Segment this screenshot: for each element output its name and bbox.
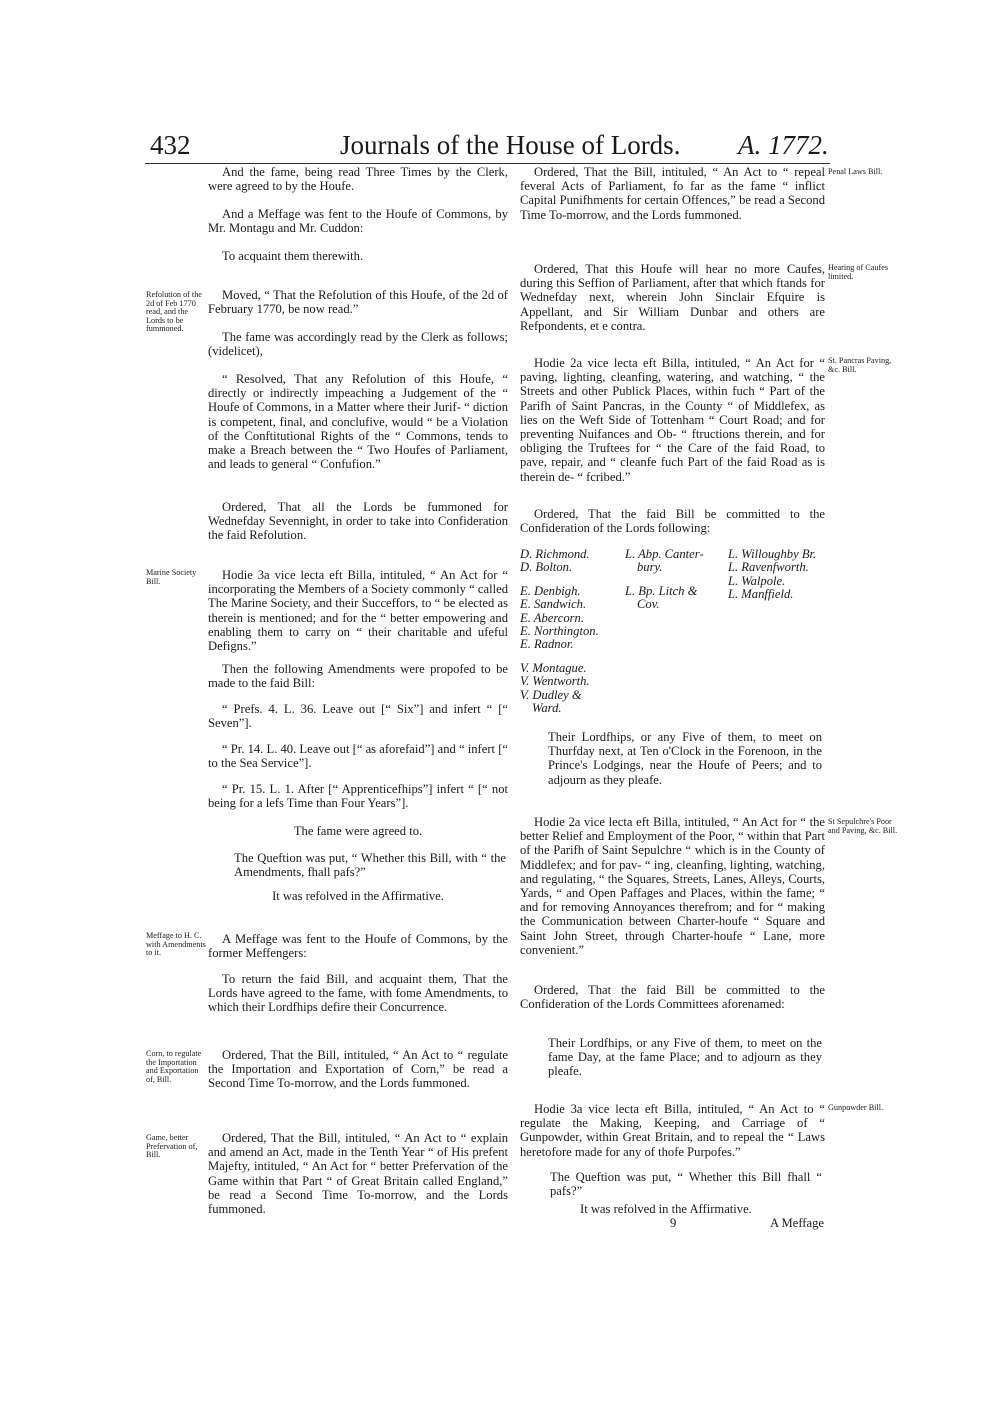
paragraph: To acquaint them therewith. — [222, 249, 364, 263]
paragraph: Hodie 3a vice lecta eft Billa, intituled, “ An Act for “ incorporating the Members of a Society commonly “ called The Marine Society, and their Succeffors, to “ be elected as therein is mentioned; and for the “ better empowering and enabling them to carry on “ their charitable and ufeful Defigns.” — [208, 568, 508, 654]
page-number: 432 — [150, 130, 191, 160]
right-column — [520, 165, 825, 222]
lord-name: V. Wentworth. — [520, 674, 590, 689]
lord-name: L. Bp. Litch & — [625, 583, 698, 598]
catchword: A Meffage — [770, 1216, 824, 1230]
paragraph: Their Lordfhips, or any Five of them, to meet on the fame Day, at the fame Place; and to adjourn as they pleafe. — [548, 1036, 822, 1079]
lords-list-col3 — [728, 548, 828, 602]
margin-note: St Sepulchre's Poor and Paving, &c. Bill. — [828, 817, 898, 835]
lord-name: D. Bolton. — [520, 560, 573, 575]
page-title: Journals of the House of Lords. — [340, 130, 681, 160]
paragraph: And the fame, being read Three Times by the Clerk, were agreed to by the Houfe. — [208, 165, 508, 194]
paragraph: The Queftion was put, “ Whether this Bill, with “ the Amendments, fhall pafs?” — [234, 851, 506, 880]
amendment: “ Prefs. 4. L. 36. Leave out [“ Six”] and infert “ [“ Seven”]. — [208, 702, 508, 731]
paragraph: Ordered, That all the Lords be fummoned for Wednefday Sevennight, in order to take into Confideration the faid Refolution. — [208, 500, 508, 543]
lord-name: L. Manffield. — [728, 587, 794, 602]
amendment: “ Pr. 15. L. 1. After [“ Apprenticefhips”] infert “ [“ not being for a lefs Time than Four Years”]. — [208, 782, 508, 811]
paragraph: Hodie 2a vice lecta eft Billa, intituled, “ An Act for “ the better Relief and Employment of the Poor, “ within that Part of the Parifh of Saint Sepulchre “ which is in the County of Middlefex; and for pav- “ ing, cleanfing, lighting, watching, and regulating, “ the Squares, Streets, Lanes, Alleys, Courts, Yards, “ and Open Paffages and Places, within the fame; “ and for removing Annoyances therefrom; and for “ making the Communication between Charter-houfe “ Square and Saint John Street, through Charter-houfe “ Lane, more convenient.” — [520, 815, 825, 957]
lord-name: D. Richmond. — [520, 547, 590, 561]
paragraph: Ordered, That the faid Bill be committed to the Confideration of the Lords Committees aforenamed: — [520, 983, 825, 1012]
lord-name: L. Walpole. — [728, 573, 786, 588]
paragraph: Ordered, That the Bill, intituled, “ An Act to “ repeal feveral Acts of Parliament, fo far as the fame “ inflict Capital Punifhments for certain Offences,” be read a Second Time To-morrow, and the Lords fummoned. — [520, 165, 825, 222]
paragraph: The fame was accordingly read by the Clerk as follows; (videlicet), — [208, 330, 508, 359]
lord-name: E. Sandwich. — [520, 597, 587, 612]
signature-mark: 9 — [670, 1216, 677, 1230]
lord-name: V. Dudley & — [520, 687, 582, 702]
paragraph: Ordered, That the Bill, intituled, “ An Act to “ regulate the Importation and Exportation of Corn,” be read a Second Time To-morrow, and the Lords fummoned. — [208, 1048, 508, 1091]
lord-name: E. Radnor. — [520, 637, 574, 652]
header-rule — [145, 163, 830, 164]
paragraph: It was refolved in the Affirmative. — [580, 1202, 752, 1216]
lord-name: V. Montague. — [520, 660, 587, 675]
margin-note: Game, better Prefervation of, Bill. — [146, 1133, 198, 1160]
page-year: A. 1772. — [738, 130, 829, 160]
margin-note: St. Pancras Paving, &c. Bill. — [828, 356, 892, 374]
paragraph: Their Lordfhips, or any Five of them, to meet on Thurfday next, at Ten o'Clock in the Forenoon, in the Prince's Lodgings, near the Houfe of Peers; and to adjourn as they pleafe. — [548, 730, 822, 787]
paragraph: It was refolved in the Affirmative. — [272, 889, 444, 903]
paragraph: The Queftion was put, “ Whether this Bill fhall “ pafs?” — [550, 1170, 822, 1199]
paragraph: And a Meffage was fent to the Houfe of Commons, by Mr. Montagu and Mr. Cuddon: — [208, 207, 508, 236]
lord-name: Ward. — [532, 701, 562, 716]
lord-name: L. Willoughby Br. — [728, 547, 817, 561]
lord-name: L. Abp. Canter- — [625, 547, 704, 561]
lords-list-col2 — [625, 548, 725, 612]
left-column — [208, 165, 508, 193]
margin-note: Gunpowder Bill. — [828, 1103, 884, 1112]
lord-name: Cov. — [637, 597, 660, 612]
margin-note: Refolution of the 2d of Feb 1770 read, and the Lords to be fummoned. — [146, 290, 202, 334]
paragraph: Moved, “ That the Refolution of this Houfe, of the 2d of February 1770, be now read.” — [208, 288, 508, 317]
margin-note: Meffage to H. C. with Amendments to it. — [146, 931, 206, 958]
paragraph: Ordered, That the faid Bill be committed to the Confideration of the Lords following: — [520, 507, 825, 536]
paragraph: A Meffage was fent to the Houfe of Commons, by the former Meffengers: — [208, 932, 508, 961]
margin-note: Hearing of Caufes limited. — [828, 263, 889, 281]
amendment: “ Pr. 14. L. 40. Leave out [“ as aforefaid”] and “ infert [“ to the Sea Service”]. — [208, 742, 508, 771]
margin-note: Penal Laws Bill. — [828, 167, 883, 176]
paragraph: To return the faid Bill, and acquaint them, That the Lords have agreed to the fame, with fome Amendments, to which their Lordfhips defire their Concurrence. — [208, 972, 508, 1015]
paragraph: The fame were agreed to. — [293, 824, 423, 838]
paragraph: Hodie 2a vice lecta eft Billa, intituled, “ An Act for “ paving, lighting, cleanfing, watering, and watching, “ the Streets and other Publick Places, within fuch “ Part of the Parifh of Saint Pancras, in the County “ of Middlefex, as lies on the Weft Side of Tottenham “ Court Road; and for preventing Nuifances and Ob- “ ftructions therein, and for obliging the Truftees for “ the Care of the faid Road, to pave, repair, and “ cleanfe fuch Part of the faid Road as is therein de- “ fcribed.” — [520, 356, 825, 484]
margin-note: Marine Society Bill. — [146, 568, 197, 586]
lord-name: E. Abercorn. — [520, 610, 585, 625]
lord-name: L. Ravenfworth. — [728, 560, 809, 575]
paragraph: Ordered, That the Bill, intituled, “ An Act to “ explain and amend an Act, made in the Tenth Year “ of His prefent Majefty, intituled, “ An Act for “ better Prefervation of the Game within that Part “ of Great Britain called England,” be read a Second Time To-morrow, and the Lords fummoned. — [208, 1131, 508, 1217]
lords-list-col1 — [520, 548, 630, 715]
resolution-text: “ Resolved, That any Refolution of this Houfe, “ directly or indirectly impeaching a Judgement of the “ Houfe of Commons, in a Matter where their Jurif- “ diction is competent, final, and conclufive, would “ be a Violation of the Conftitutional Rights of the “ Commons, tends to make a Breach between the “ Two Houfes of Parliament, and leads to general “ Confufion.” — [208, 372, 508, 472]
lord-name: E. Northington. — [520, 624, 599, 639]
paragraph: Then the following Amendments were propofed to be made to the faid Bill: — [208, 662, 508, 691]
lord-name: bury. — [637, 560, 663, 575]
paragraph: Ordered, That this Houfe will hear no more Caufes, during this Seffion of Parliament, after that which ftands for Wednefday next, wherein John Sinclair Efquire is Appellant, and Sir William Dunbar and others are Refpondents, et e contra. — [520, 262, 825, 333]
paragraph: Hodie 3a vice lecta eft Billa, intituled, “ An Act to “ regulate the Making, Keeping, and Carriage of “ Gunpowder, within Great Britain, and to repeal the “ Laws heretofore made for any of thofe Purpofes.” — [520, 1102, 825, 1159]
margin-note: Corn, to regulate the Importation and Exportation of, Bill. — [146, 1049, 202, 1084]
lord-name: E. Denbigh. — [520, 583, 581, 598]
